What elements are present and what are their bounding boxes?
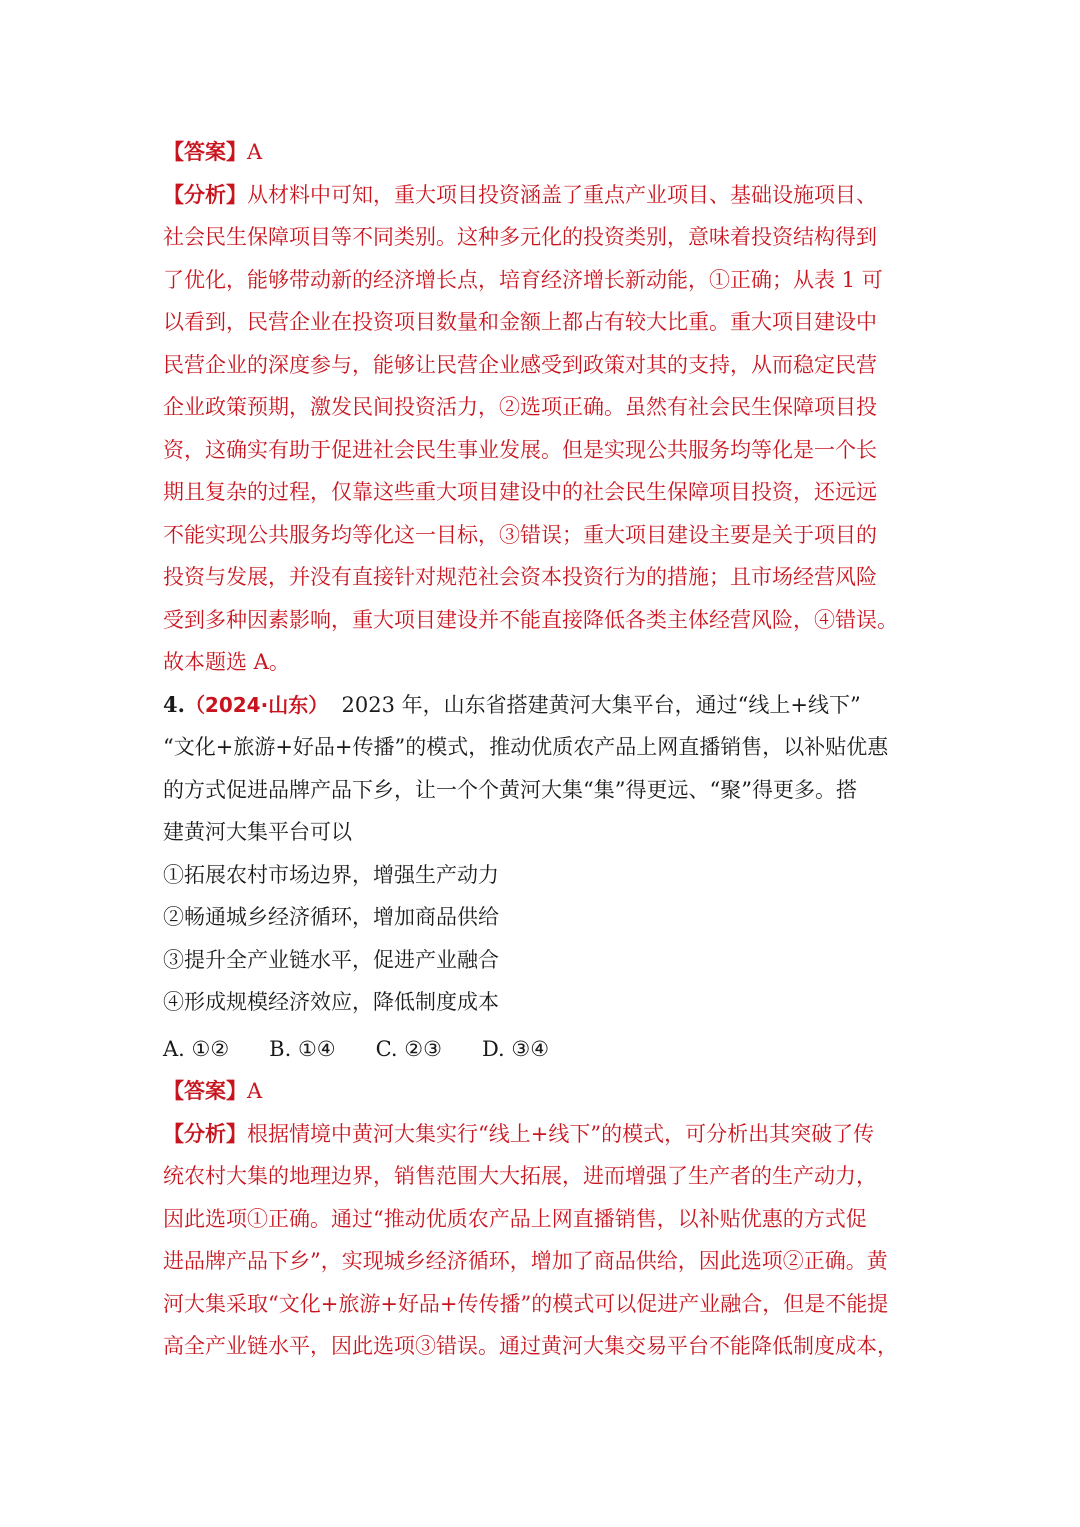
q4-source: （2024·山东） [184, 692, 329, 717]
q4-stem-line-1: “文化+旅游+好品+传播”的模式，推动优质农产品上网直播销售，以补贴优惠 [163, 735, 889, 759]
q4-options [163, 1028, 923, 1071]
q4-analysis-line-1: 统农村大集的地理边界，销售范围大大拓展，进而增强了生产者的生产动力， [163, 1164, 877, 1188]
q4-analysis-line-3: 进品牌产品下乡”，实现城乡经济循环，增加了商品供给，因此选项②正确。黄 [163, 1249, 888, 1273]
q3-analysis-line-3: 以看到，民营企业在投资项目数量和金额上都占有较大比重。重大项目建设中 [163, 310, 877, 334]
q3-analysis-line-1: 社会民生保障项目等不同类别。这种多元化的投资类别，意味着投资结构得到 [163, 225, 877, 249]
q4-statement-2: ②畅通城乡经济循环，增加商品供给 [163, 905, 499, 929]
q4-answer-value: A [247, 1079, 263, 1103]
q4-stem-line-2: 的方式促进品牌产品下乡，让一个个黄河大集“集”得更远、“聚”得更多。搭 [163, 777, 857, 802]
q3-analysis-line-5: 企业政策预期，激发民间投资活力，②选项正确。虽然有社会民生保障项目投 [163, 395, 877, 419]
q4-analysis-line-0: 【分析】根据情境中黄河大集实行“线上+线下”的模式，可分析出其突破了传 [163, 1120, 875, 1146]
q4-analysis-line-2: 因此选项①正确。通过“推动优质农产品上网直播销售，以补贴优惠的方式促 [163, 1206, 867, 1231]
q4-stem-line-3: 建黄河大集平台可以 [163, 820, 352, 844]
q3-analysis-line-0: 【分析】从材料中可知，重大项目投资涵盖了重点产业项目、基础设施项目、 [163, 181, 877, 207]
q3-analysis-line-2: 了优化，能够带动新的经济增长点，培育经济增长新动能，①正确；从表 1 可 [163, 267, 883, 292]
q3-answer-value: A [247, 140, 263, 164]
q4-answer-label: 【答案】 [163, 1078, 247, 1103]
q4-statement-4: ④形成规模经济效应，降低制度成本 [163, 990, 499, 1014]
q4-statement-1: ①拓展农村市场边界，增强生产动力 [163, 862, 499, 887]
q4-option-a: A. ①② [163, 1036, 230, 1061]
q3-analysis-line-10: 受到多种因素影响，重大项目建设并不能直接降低各类主体经营风险，④错误。 [163, 607, 898, 632]
q3-answer-line [163, 131, 923, 174]
q3-analysis-label: 【分析】 [163, 181, 247, 207]
q4-answer-line [163, 1070, 923, 1113]
q4-option-c: C. ②③ [375, 1036, 442, 1061]
q4-option-d: D. ③④ [481, 1036, 550, 1061]
q3-analysis-line-6: 资，这确实有助于促进社会民生事业发展。但是实现公共服务均等化是一个长 [163, 437, 877, 462]
q4-stem-line-0: 4.（2024·山东） 2023 年，山东省搭建黄河大集平台，通过“线上+线下” [163, 691, 861, 717]
q4-analysis-label: 【分析】 [163, 1120, 247, 1146]
q3-analysis-line-11: 故本题选 A。 [163, 650, 290, 674]
q3-analysis-line-4: 民营企业的深度参与，能够让民营企业感受到政策对其的支持，从而稳定民营 [163, 352, 877, 377]
q4-analysis-line-4: 河大集采取“文化+旅游+好品+传传播”的模式可以促进产业融合，但是不能提 [163, 1291, 889, 1316]
document-page [163, 131, 923, 1368]
q3-analysis-line-8: 不能实现公共服务均等化这一目标，③错误；重大项目建设主要是关于项目的 [163, 522, 877, 547]
q4-option-b: B. ①④ [269, 1036, 336, 1061]
q3-analysis-line-9: 投资与发展，并没有直接针对规范社会资本投资行为的措施；且市场经营风险 [163, 565, 877, 589]
q4-statement-3: ③提升全产业链水平，促进产业融合 [163, 947, 499, 972]
q4-number: 4. [163, 691, 185, 717]
q4-analysis-line-5: 高全产业链水平，因此选项③错误。通过黄河大集交易平台不能降低制度成本， [163, 1334, 898, 1358]
q3-analysis-line-7: 期且复杂的过程，仅靠这些重大项目建设中的社会民生保障项目投资，还远远 [163, 480, 877, 504]
q3-answer-label: 【答案】 [163, 139, 247, 164]
